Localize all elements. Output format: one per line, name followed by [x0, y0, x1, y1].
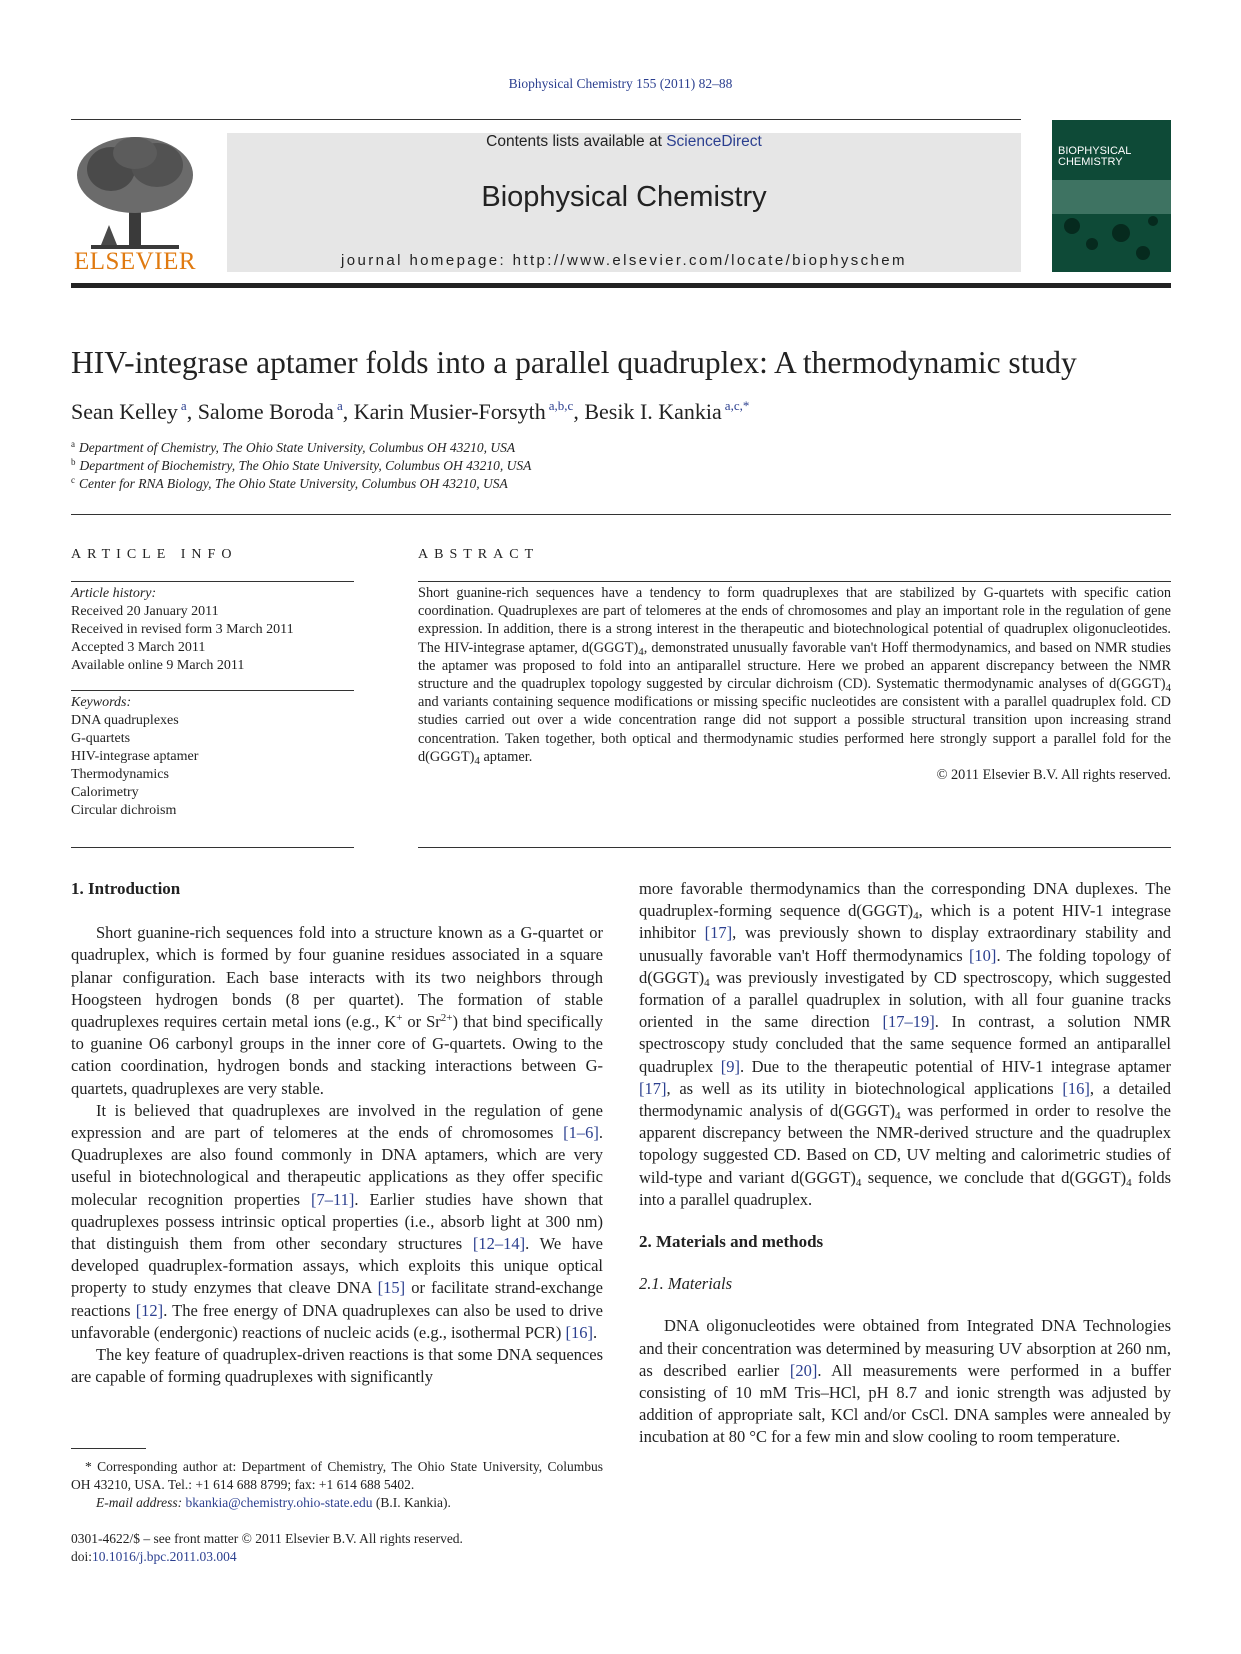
- keyword: G-quartets: [71, 731, 131, 746]
- left-column: [71, 878, 603, 1388]
- journal-cover-image: [1052, 120, 1171, 272]
- abstract-body: Short guanine-rich sequences have a tendency to form quadruplexes that are stabilized by G-quartets with specific cation coordination. Quadruplexes are part of telomeres at the ends of chromosomes and play an important role in the regulation of gene expression. In addition, there is a strong interest in the therapeutic and biotechnological potential of quadruplex oligonucleotides. The HIV-integrase aptamer, $d(GGGT)_4$, demonstrated unusually favorable van't Hoff thermodynamics, and based on NMR studies the aptamer was proposed to fold into an antiparallel structure. Here we probed an apparent discrepancy between the NMR structure and the quadruplex topology suggested by circular dichroism (CD). Systematic thermodynamic analyses of $d(GGGT)_4$ and variants containing sequence modifications or missing specific nucleotides are consistent with a parallel quadruplex fold. CD studies carried out over a wide concentration range did not support a possible structural transition upon increasing strand concentration. Taken together, both optical and thermodynamic studies performed here strongly support a parallel fold for the $d(GGGT)_4$ aptamer. © 2011 Elsevier B.V. All rights reserved.: [418, 585, 1171, 784]
- history-label: Article history:: [71, 586, 157, 601]
- keywords: [71, 694, 354, 820]
- subsection-heading: 2.1. Materials: [639, 1274, 733, 1294]
- affiliation-text: Department of Biochemistry, The Ohio State University, Columbus OH 43210, USA: [79, 458, 532, 473]
- author-name: Salome Boroda: [197, 399, 334, 424]
- info-rule: [71, 690, 354, 691]
- affiliation-mark: c: [71, 475, 75, 485]
- affiliation: [71, 439, 515, 456]
- paragraph: The key feature of quadruplex-driven reactions is that some DNA sequences are capable of forming quadruplexes with significantly: [71, 1345, 603, 1387]
- author-list: Sean Kelley $^a$, Salome Boroda $^a$, Karin Musier-Forsyth $^{a,b,c}$, Besik I. Kankia $^{a,c,*}$: [71, 398, 750, 424]
- author-affiliation-mark[interactable]: a: [180, 398, 187, 413]
- cover-title: [1058, 146, 1131, 168]
- paragraph: more favorable thermodynamics than the corresponding DNA duplexes. The quadruplex-forming sequence $d(GGGT)_4$, which is a potent HIV-1 integrase inhibitor [17], was previously shown to display extraordinary stability and unusually favorable van't Hoff thermodynamics [10]. The folding topology of $d(GGGT)_4$ was previously investigated by CD spectroscopy, which suggested formation of a parallel quadruplex in solution, with all four guanine tracks oriented in the same direction [17–19]. In contrast, a solution NMR spectroscopy study concluded that the same sequence formed an antiparallel quadruplex [9]. Due to the therapeutic potential of HIV-1 integrase aptamer [17], as well as its utility in biotechnological applications [16], a detailed thermodynamic analysis of $d(GGGT)_4$ was performed in order to resolve the apparent discrepancy between the NMR-derived structure and the quadruplex topology suggested CD. Based on CD, UV melting and calorimetric studies of wild-type and variant $d(GGGT)_4$ sequence, we conclude that $d(GGGT)_4$ folds into a parallel quadruplex.: [639, 879, 1172, 1209]
- article-info-heading: ARTICLE INFO: [71, 547, 238, 562]
- publisher-name: ELSEVIER: [73, 248, 197, 275]
- affiliation-mark: a: [71, 439, 75, 449]
- doi-prefix: doi:: [71, 1549, 93, 1564]
- footnote-rule: [71, 1448, 146, 1449]
- cover-sphere: [1086, 238, 1098, 250]
- issn-line: 0301-4622/$ – see front matter © 2011 Elsevier B.V. All rights reserved.: [71, 1531, 463, 1546]
- keyword: Thermodynamics: [71, 767, 169, 782]
- section-divider: [71, 514, 1171, 515]
- history-entry: Accepted 3 March 2011: [71, 640, 206, 655]
- email-link[interactable]: bkankia@chemistry.ohio-state.edu: [185, 1495, 373, 1510]
- article-title: HIV-integrase aptamer folds into a parallel quadruplex: A thermodynamic study: [71, 345, 1077, 380]
- header-rule: [71, 119, 1021, 120]
- corresponding-author-text: * Corresponding author at: Department of Chemistry, The Ohio State University, Columbus OH 43210, USA. Tel.: +1 614 688 8799; fax: +1 614 688 5402.: [71, 1459, 603, 1492]
- section-heading: 2. Materials and methods: [639, 1232, 824, 1252]
- corresponding-author-footnote: [71, 1458, 603, 1512]
- author-affiliation-mark[interactable]: a: [336, 398, 343, 413]
- doi-line: [71, 1548, 237, 1566]
- cover-title-line-1: BIOPHYSICAL: [1058, 145, 1132, 157]
- affiliation-text: Center for RNA Biology, The Ohio State University, Columbus OH 43210, USA: [79, 476, 508, 491]
- history-entry: Received in revised form 3 March 2011: [71, 622, 294, 637]
- paragraph: It is believed that quadruplexes are involved in the regulation of gene expression and are part of telomeres at the ends of chromosomes [1–6]. Quadruplexes are also found commonly in DNA aptamers, which are very useful in biotechnological and therapeutic applications as they offer specific molecular recognition properties [7–11]. Earlier studies have shown that quadruplexes possess intrinsic optical properties (i.e., absorb light at 300 nm) that distinguish them from other secondary structures [12–14]. We have developed quadruplex-formation assays, which exploits this unique optical property to study enzymes that cleave DNA [15] or facilitate strand-exchange reactions [12]. The free energy of DNA quadruplexes can also be used to drive unfavorable (endergonic) reactions of nucleic acids (e.g., isothermal PCR) [16].: [71, 1100, 603, 1342]
- history-entry: Received 20 January 2011: [71, 604, 219, 619]
- author-name: Karin Musier-Forsyth: [353, 399, 546, 424]
- doi-link[interactable]: 10.1016/j.bpc.2011.03.004: [92, 1549, 237, 1564]
- contents-prefix: Contents lists available at: [486, 133, 667, 150]
- history-entry: Available online 9 March 2011: [71, 658, 245, 673]
- section-heading: 1. Introduction: [71, 879, 181, 898]
- affiliation-mark: b: [71, 457, 76, 467]
- email-label: E-mail address:: [96, 1495, 183, 1510]
- cover-sphere: [1136, 246, 1150, 260]
- cover-sphere: [1112, 224, 1130, 242]
- keyword: Calorimetry: [71, 785, 139, 800]
- cover-band: [1052, 180, 1171, 214]
- keyword: HIV-integrase aptamer: [71, 749, 199, 764]
- abstract-rule: [418, 581, 1171, 582]
- affiliation: [71, 457, 531, 474]
- keyword: DNA quadruplexes: [71, 713, 179, 728]
- journal-homepage[interactable]: journal homepage: http://www.elsevier.com/locate/biophyschem: [341, 252, 907, 269]
- email-suffix: (B.I. Kankia).: [375, 1495, 451, 1510]
- right-column: [639, 878, 1171, 1449]
- keywords-label: Keywords:: [71, 695, 132, 710]
- journal-reference[interactable]: Biophysical Chemistry 155 (2011) 82–88: [508, 76, 733, 91]
- cover-sphere: [1148, 216, 1158, 226]
- author-name: Sean Kelley: [71, 399, 178, 424]
- info-rule: [71, 847, 354, 848]
- cover-title-line-2: CHEMISTRY: [1058, 156, 1123, 168]
- author-name: Besik I. Kankia: [584, 399, 722, 424]
- paragraph: Short guanine-rich sequences fold into a structure known as a G-quartet or quadruplex, which is formed by four guanine residues associated in a square planar configuration. Each base interacts with its two neighbors through Hoogsteen hydrogen bonds (8 per quartet). The formation of stable quadruplexes requires certain metal ions (e.g., K+ or $Sr^{2+}$) that bind specifically to guanine O6 carbonyl groups in the inner core of G-quartets. Owing to the cation coordination, hydrogen bonds and stacking interactions between G-quartets, quadruplexes are very stable.: [71, 923, 603, 1098]
- journal-title: Biophysical Chemistry: [481, 181, 767, 213]
- sciencedirect-link[interactable]: ScienceDirect: [666, 133, 762, 150]
- paragraph: DNA oligonucleotides were obtained from Integrated DNA Technologies and their concentration was determined by measuring UV absorption at 260 nm, as described earlier [20]. All measurements were performed in a buffer consisting of 10 mM Tris–HCl, pH 8.7 and ionic strength was adjusted by addition of appropriate salt, KCl and/or CsCl. DNA samples were annealed by incubation at 80 °C for a few min and slow cooling to room temperature.: [639, 1316, 1171, 1447]
- author-affiliation-mark[interactable]: a,c,*: [724, 398, 750, 413]
- abstract-copyright: © 2011 Elsevier B.V. All rights reserved.: [936, 767, 1171, 784]
- article-history: [71, 585, 354, 675]
- info-rule: [71, 581, 354, 582]
- abstract-rule: [418, 847, 1171, 848]
- header-thick-rule: [71, 283, 1171, 288]
- contents-line: [227, 133, 1021, 151]
- affiliation: [71, 475, 508, 492]
- affiliation-text: Department of Chemistry, The Ohio State University, Columbus OH 43210, USA: [79, 440, 516, 455]
- cover-sphere: [1064, 218, 1080, 234]
- author-affiliation-mark[interactable]: a,b,c: [548, 398, 574, 413]
- keyword: Circular dichroism: [71, 803, 177, 818]
- abstract-heading: ABSTRACT: [418, 547, 540, 562]
